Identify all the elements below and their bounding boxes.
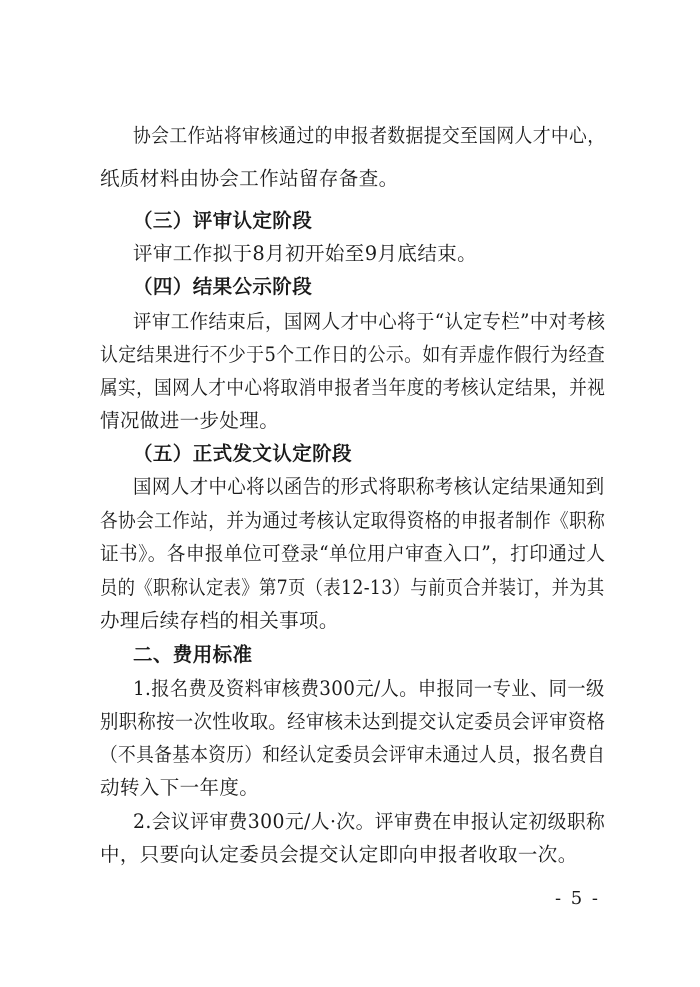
paragraph-line: 动转入下一年度。 — [100, 776, 260, 799]
paragraph-line: 别职称按一次性收取。经审核未达到提交认定委员会评审资格 — [100, 710, 606, 733]
page-number: - 5 - — [554, 888, 600, 909]
section-heading: 二、费用标准 — [133, 643, 253, 666]
section-heading: （五）正式发文认定阶段 — [133, 442, 352, 465]
paragraph-line: 情况做进一步处理。 — [100, 409, 280, 432]
paragraph-line: 属实，国网人才中心将取消申报者当年度的考核认定结果，并视 — [100, 376, 606, 399]
paragraph-line: （不具备基本资历）和经认定委员会评审未通过人员，报名费自 — [100, 743, 606, 766]
paragraph-line: 办理后续存档的相关事项。 — [100, 609, 339, 632]
paragraph-line: 协会工作站将审核通过的申报者数据提交至国网人才中心， — [133, 124, 606, 147]
section-heading: （四）结果公示阶段 — [133, 275, 313, 298]
paragraph-line: 各协会工作站，并为通过考核认定取得资格的申报者制作《职称 — [100, 509, 606, 532]
paragraph-line: 评审工作结束后，国网人才中心将于“认定专栏”中对考核 — [133, 310, 606, 333]
paragraph-line: 中，只要向认定委员会提交认定即向申报者收取一次。 — [100, 843, 578, 866]
paragraph-line: 评审工作拟于8月初开始至9月底结束。 — [133, 242, 478, 265]
paragraph-line: 员的《职称认定表》第7页（表12-13）与前页合并装订，并为其 — [100, 576, 605, 599]
paragraph-line: 2.会议评审费300元/人·次。评审费在申报认定初级职称 — [133, 810, 606, 833]
paragraph-line: 证书》。各申报单位可登录“单位用户审查入口”，打印通过人 — [100, 542, 606, 565]
paragraph-line: 认定结果进行不少于5个工作日的公示。如有弄虚作假行为经查 — [100, 343, 606, 366]
paragraph-line: 纸质材料由协会工作站留存备查。 — [100, 167, 399, 190]
section-heading: （三）评审认定阶段 — [133, 209, 313, 232]
paragraph-line: 1.报名费及资料审核费300元/人。申报同一专业、同一级 — [133, 677, 605, 700]
paragraph-line: 国网人才中心将以函告的形式将职称考核认定结果通知到 — [133, 475, 605, 498]
